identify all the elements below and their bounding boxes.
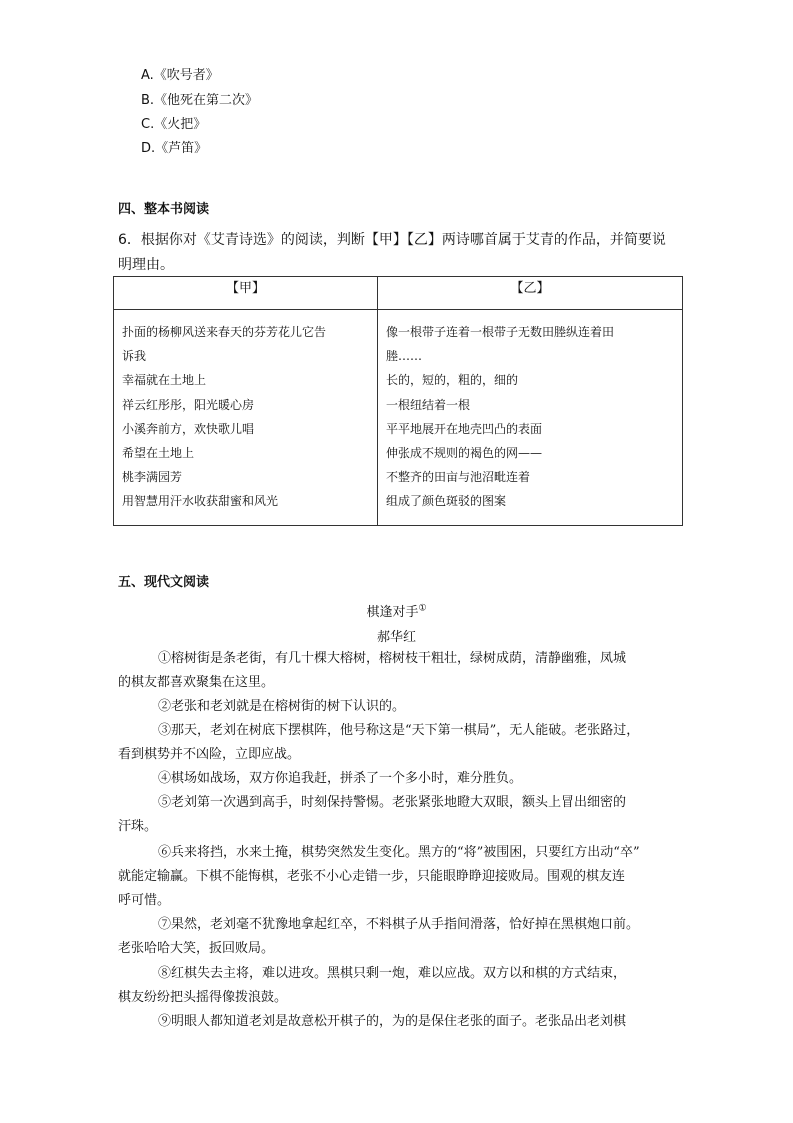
footnote-mark: ① bbox=[418, 603, 427, 614]
poem-yi-line: 组成了颜色斑驳的图案 bbox=[386, 494, 507, 509]
poem-jia-line: 用智慧用汗水收获甜蜜和风光 bbox=[122, 494, 279, 509]
poem-yi-line: 一根纽结着一根 bbox=[386, 397, 471, 412]
paragraph-line: ③那天，老刘在树底下摆棋阵，他号称这是“天下第一棋局”，无人能破。老张路过， bbox=[158, 723, 640, 738]
option-d: D.《芦笛》 bbox=[141, 141, 208, 156]
paragraph-line: ⑤老刘第一次遇到高手，时刻保持警惕。老张紧张地瞪大双眼，额头上冒出细密的 bbox=[158, 795, 627, 810]
article-author: 郝华红 bbox=[376, 630, 416, 645]
paragraph-line: 老张哈哈大笑，扳回败局。 bbox=[118, 941, 275, 956]
poem-jia-line: 桃李满园芳 bbox=[122, 470, 183, 485]
paragraph-line: 棋友纷纷把头摇得像拨浪鼓。 bbox=[118, 990, 288, 1005]
poem-comparison-table bbox=[113, 276, 683, 526]
poem-yi-line: 长的，短的，粗的，细的 bbox=[386, 373, 519, 388]
paragraph-line: ②老张和老刘就是在榕树街的树下认识的。 bbox=[158, 699, 406, 714]
section-5-heading: 五、现代文阅读 bbox=[118, 575, 210, 590]
paragraph-line: 就能定输赢。下棋不能悔棋，老张不小心走错一步，只能眼睁睁迎接败局。围观的棋友连 bbox=[118, 869, 626, 884]
poem-yi-line: 不整齐的田亩与池沼毗连着 bbox=[386, 470, 531, 485]
paragraph-line: 看到棋势并不凶险，立即应战。 bbox=[118, 747, 301, 762]
poem-jia-line: 希望在土地上 bbox=[122, 446, 195, 461]
paragraph-line: ①榕树街是条老街，有几十棵大榕树，榕树枝干粗壮，绿树成荫，清静幽雅，凤城 bbox=[158, 651, 627, 666]
paragraph-line: 汗珠。 bbox=[118, 819, 158, 834]
poem-jia-line: 小溪奔前方，欢快歌儿唱 bbox=[122, 421, 255, 436]
option-a: A.《吹号者》 bbox=[141, 68, 219, 83]
poem-yi-line: 伸张成不规则的褐色的网—— bbox=[386, 446, 543, 461]
poem-yi-line: 平平地展开在地壳凹凸的表面 bbox=[386, 421, 543, 436]
header-yi: 【乙】 bbox=[378, 277, 683, 310]
paragraph-line: ⑧红棋失去主将，难以进攻。黑棋只剩一炮，难以应战。双方以和棋的方式结束， bbox=[158, 966, 627, 981]
poem-jia-line: 扑面的杨柳风送来春天的芬芳花儿它告 bbox=[122, 325, 327, 339]
poem-jia-cell bbox=[114, 310, 378, 526]
paragraph-line: ⑥兵来将挡，水来土掩，棋势突然发生变化。黑方的“将”被围困，只要红方出动“卒” bbox=[158, 845, 640, 860]
section-4-heading: 四、整本书阅读 bbox=[118, 202, 210, 217]
poem-jia-line: 诉我 bbox=[122, 349, 147, 364]
option-c: C.《火把》 bbox=[141, 117, 207, 132]
paragraph-line: ⑦果然，老刘毫不犹豫地拿起红卒，不料棋子从手指间滑落，恰好掉在黑棋炮口前。 bbox=[158, 917, 640, 932]
poem-jia-line: 幸福就在土地上 bbox=[122, 373, 207, 388]
question-6 bbox=[118, 228, 688, 278]
poem-yi-cell bbox=[378, 310, 683, 526]
paragraph-line: ⑨明眼人都知道老刘是故意松开棋子的，为的是保住老张的面子。老张品出老刘棋 bbox=[158, 1014, 627, 1029]
option-b: B.《他死在第二次》 bbox=[141, 93, 259, 108]
paragraph-line: 的棋友都喜欢聚集在这里。 bbox=[118, 675, 275, 690]
article-title bbox=[0, 601, 793, 620]
paragraph-line: 呼可惜。 bbox=[118, 893, 171, 908]
poem-jia-line: 祥云红彤彤，阳光暖心房 bbox=[122, 397, 255, 412]
poem-yi-line: 塍…… bbox=[386, 349, 423, 364]
question-6-line-2: 明理由。 bbox=[118, 257, 174, 273]
article-title-text: 棋逢对手 bbox=[366, 605, 419, 620]
poem-yi-line: 像一根带子连着一根带子无数田塍纵连着田 bbox=[386, 325, 615, 339]
question-6-line-1: 6．根据你对《艾青诗选》的阅读，判断【甲】【乙】两诗哪首属于艾青的作品，并简要说 bbox=[118, 232, 666, 248]
header-jia: 【甲】 bbox=[114, 277, 378, 310]
paragraph-line: ④棋场如战场，双方你追我赶，拼杀了一个多小时，难分胜负。 bbox=[158, 771, 523, 786]
